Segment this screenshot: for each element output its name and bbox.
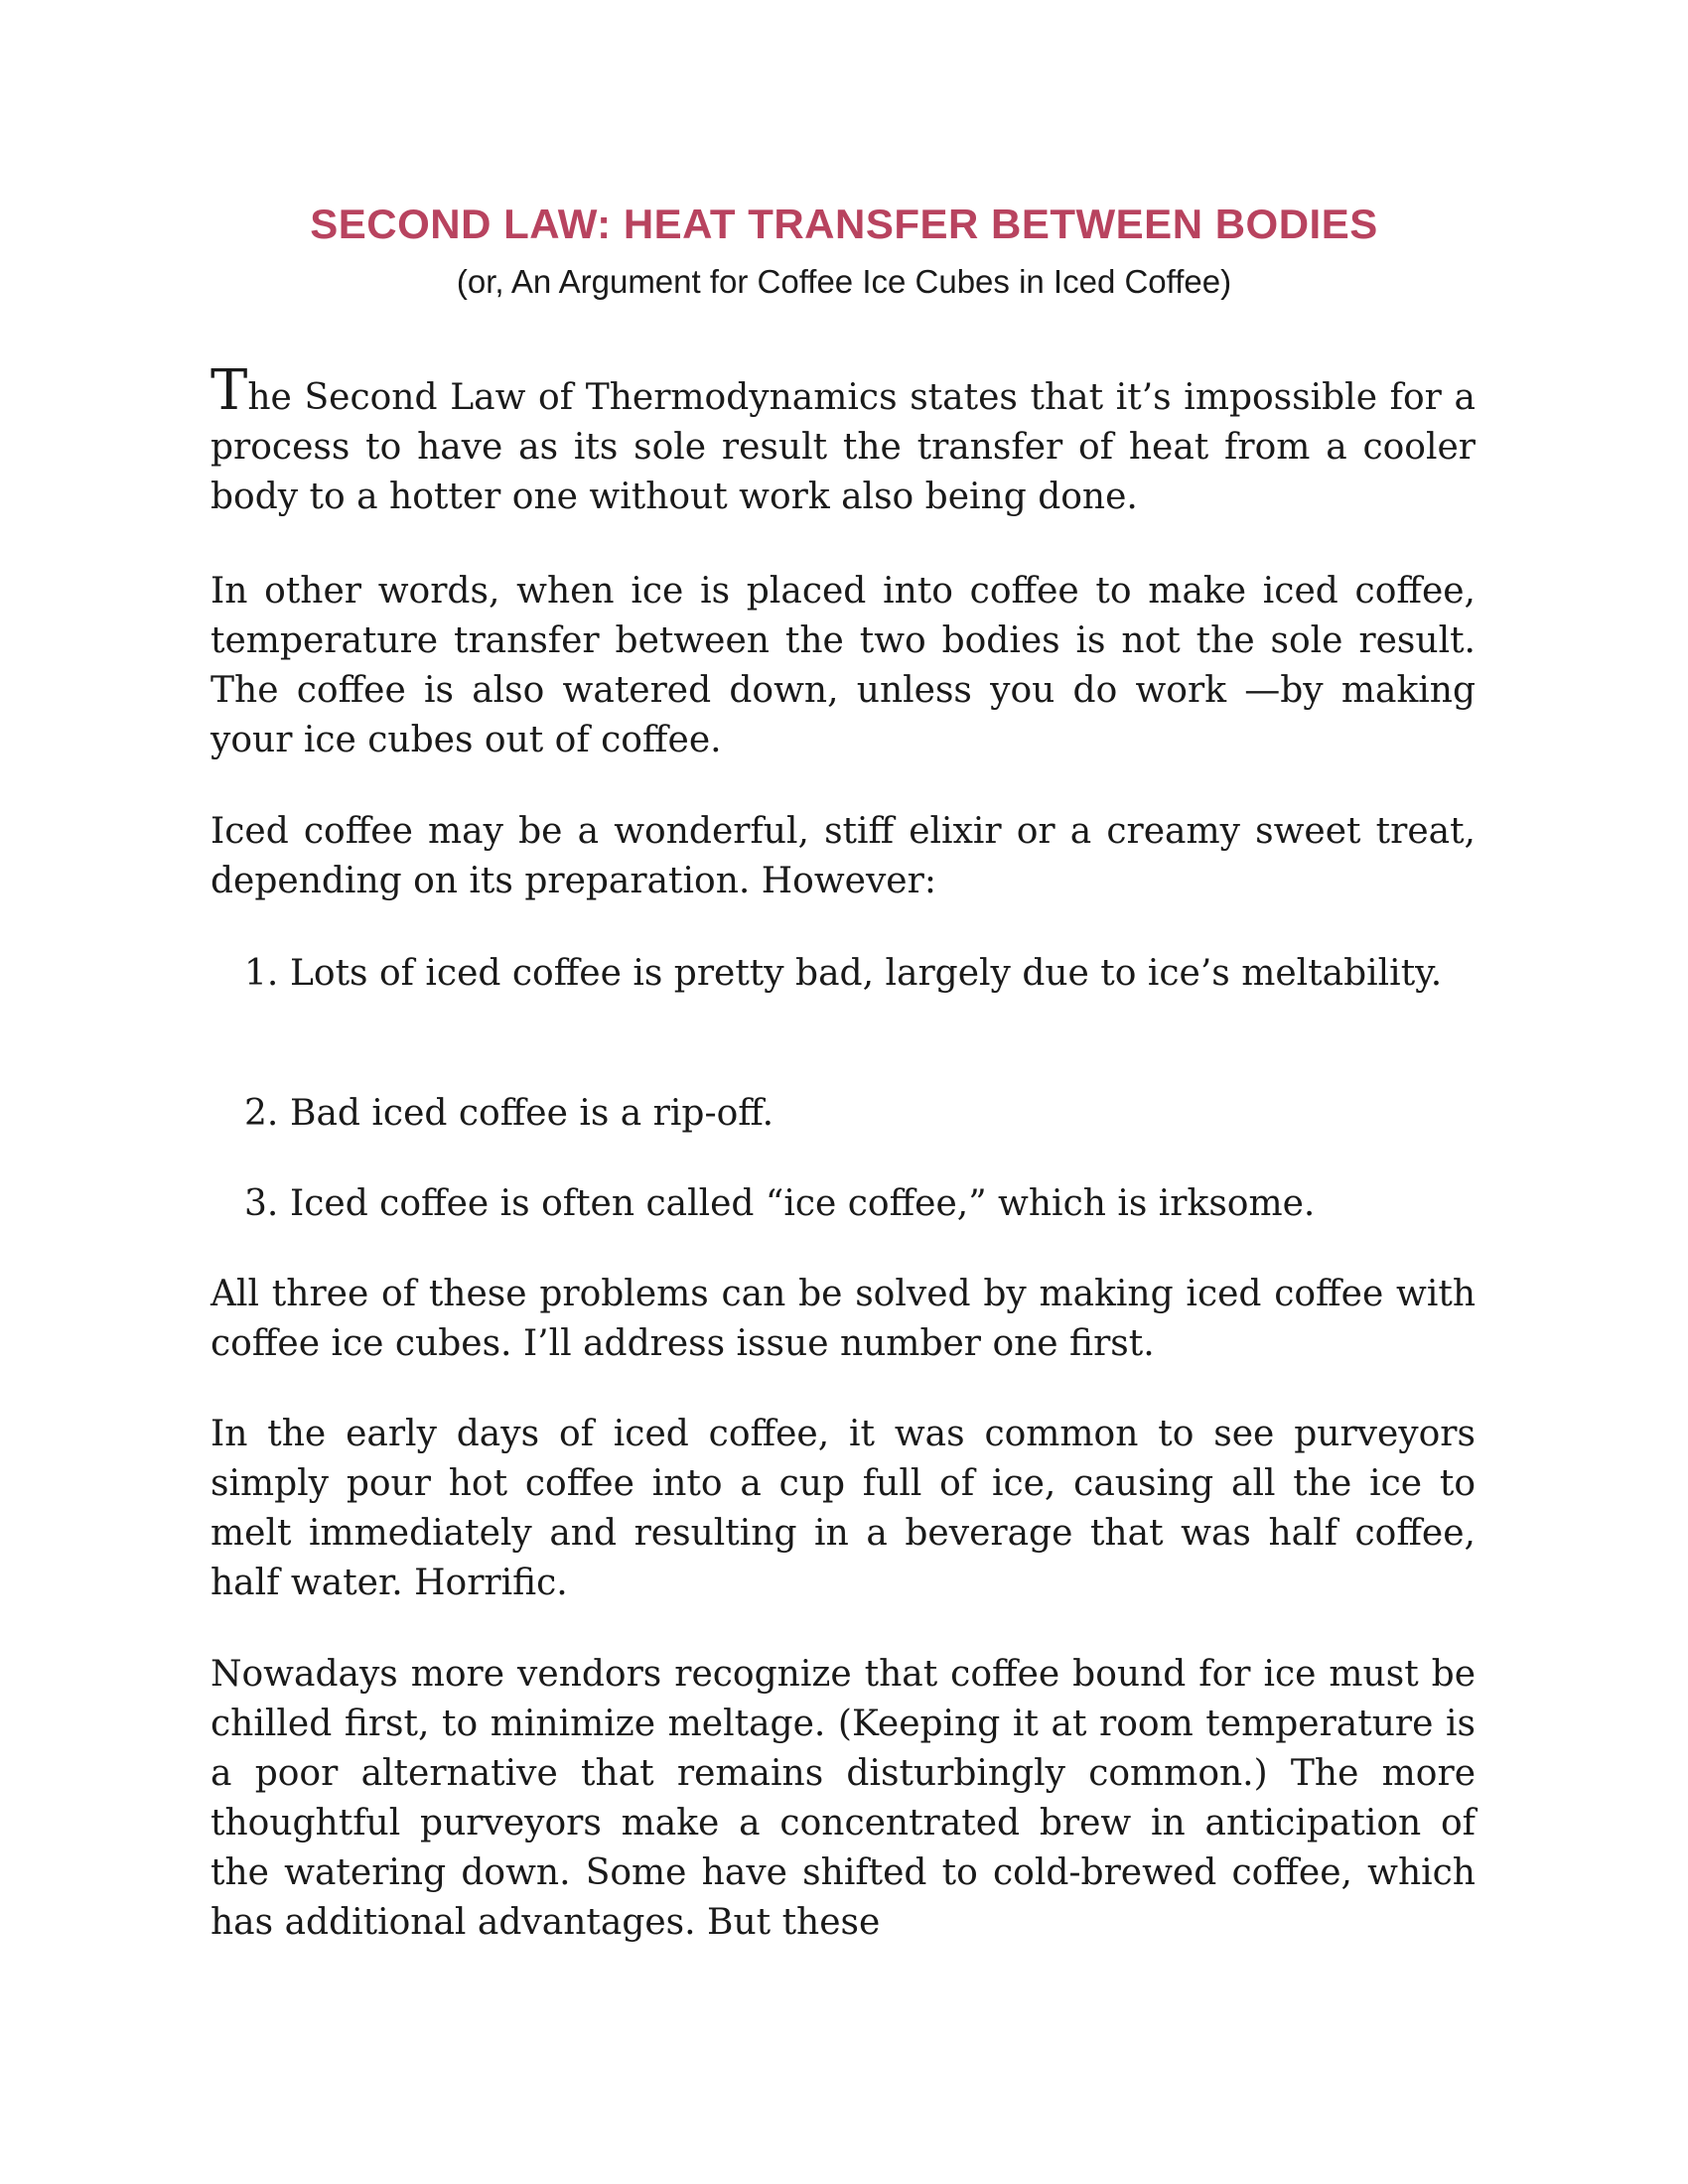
list-item	[244, 949, 1481, 999]
list-item	[244, 1179, 1481, 1229]
paragraph-early-days: In the early days of iced coffee, it was common to see purveyors simply pour hot coffee into a cup full of ice, causing all the ice to melt immediately and resulting in a beverage that was half coffee, half water. Horrific.	[211, 1414, 1476, 1603]
list-item	[244, 1089, 1481, 1139]
paragraph-in-other-words: In other words, when ice is placed into coffee to make iced coffee, temperature transfer between the two bodies is not the sole result. The coffee is also watered down, unless you do work —by making your ice cubes out of coffee.	[211, 571, 1476, 760]
paragraph-all-three: All three of these problems can be solved by making iced coffee with coffee ice cubes. I’ll address issue number one first.	[211, 1274, 1476, 1364]
list-text: Iced coffee is often called “ice coffee,” which is irksome.	[290, 1183, 1316, 1224]
paragraph-nowadays: Nowadays more vendors recognize that coffee bound for ice must be chilled first, to minimize meltage. (Keeping it at room temperature is a poor alternative that remains disturbingly common.) The more thoughtful purveyors make a concentrated brew in anticipation of the watering down. Some have shifted to cold-brewed coffee, which has additional advantages. But these	[211, 1654, 1476, 1943]
section-subtitle: (or, An Argument for Coffee Ice Cubes in Iced Coffee)	[456, 263, 1232, 300]
list-text: Bad iced coffee is a rip-off.	[290, 1093, 774, 1134]
paragraph-second-law: The Second Law of Thermodynamics states that it’s impossible for a process to have as its sole result the transfer of heat from a cooler body to a hotter one without work also being done.	[211, 358, 1476, 517]
section-title: SECOND LAW: HEAT TRANSFER BETWEEN BODIES	[310, 201, 1378, 247]
list-number: 1.	[244, 953, 279, 994]
paragraph-iced-coffee-intro: Iced coffee may be a wonderful, stiff elixir or a creamy sweet treat, depending on its preparation. However:	[211, 811, 1476, 901]
list-number: 2.	[244, 1093, 279, 1134]
list-number: 3.	[244, 1183, 279, 1224]
list-text: Lots of iced coffee is pretty bad, largely due to ice’s meltability.	[290, 953, 1443, 994]
